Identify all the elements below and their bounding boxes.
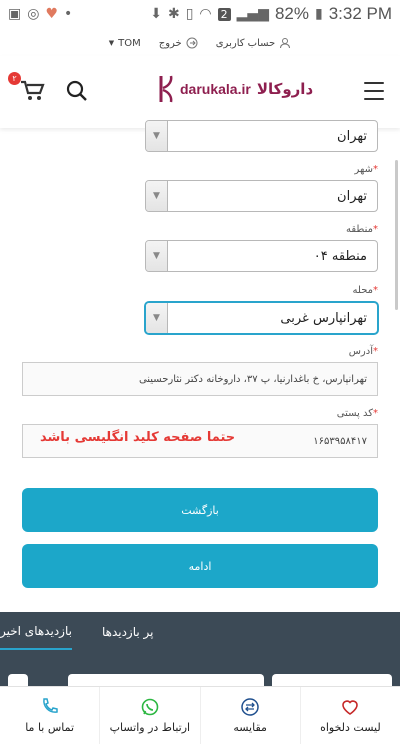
wishlist-button[interactable] (300, 687, 400, 744)
contact-us-button[interactable] (0, 687, 99, 744)
whatsapp-icon (140, 697, 160, 717)
hamburger-line (364, 90, 384, 92)
city-label: *شهر (354, 164, 378, 175)
site-header (0, 56, 400, 128)
site-logo[interactable] (158, 74, 313, 104)
sim-badge: 2 (218, 8, 231, 21)
postal-label: *کد پستی (336, 408, 378, 419)
tab-recent-views[interactable]: بازدیدهای اخیر (0, 614, 72, 650)
clock: 3:32 PM (328, 4, 392, 23)
wifi-icon: ◠ (199, 6, 212, 22)
bottom-navigation (0, 686, 400, 744)
cart-button[interactable] (20, 80, 46, 102)
region-value: منطقه ۰۴ (313, 248, 367, 264)
signal-icon: ▂▄▆ (236, 6, 269, 22)
keyboard-warning-annotation: حتما صفحه کلید انگلیسی باشد (40, 430, 236, 445)
compare-label: مقایسه (233, 721, 267, 734)
cart-icon (20, 80, 46, 102)
whatsapp-button[interactable] (99, 687, 199, 744)
logo-text-en: darukala.ir (180, 81, 251, 97)
heart-status-icon: ♥ (45, 6, 59, 22)
province-value: تهران (337, 128, 367, 144)
recent-tabs (0, 612, 400, 652)
postal-code-field[interactable]: ۱۶۵۳۹۵۸۴۱۷ (22, 424, 378, 458)
wishlist-label: لیست دلخواه (320, 721, 381, 734)
more-dots-icon: • (64, 6, 73, 22)
district-select[interactable] (145, 302, 378, 334)
whatsapp-status-icon: ◎ (27, 6, 40, 22)
chevron-down-icon: ▼ (108, 39, 115, 47)
logo-icon (158, 74, 174, 104)
status-bar (0, 0, 400, 28)
logo-text-fa: داروکالا (256, 80, 314, 98)
top-links (0, 30, 400, 56)
phone-icon (40, 697, 60, 717)
cart-count-badge: ۲ (8, 72, 21, 85)
contact-us-label: تماس با ما (25, 721, 75, 734)
menu-button[interactable] (364, 82, 384, 100)
continue-button[interactable]: ادامه (22, 544, 378, 588)
gallery-icon: ▣ (8, 6, 22, 22)
address-field[interactable]: تهرانپارس، خ باغدارنیا، پ ۳۷، داروخانه دکتر نثارحسینی (22, 362, 378, 396)
hamburger-line (364, 82, 384, 84)
district-label: *محله (352, 285, 378, 296)
download-icon: ⬇ (150, 6, 162, 22)
tab-most-viewed[interactable]: پر بازدیدها (101, 625, 154, 639)
region-label: *منطقه (346, 224, 378, 235)
logout-icon (186, 37, 198, 49)
region-select[interactable] (145, 240, 378, 272)
logout-label: خروج (158, 37, 182, 49)
user-name: TOM (118, 37, 141, 49)
required-marker: * (373, 224, 378, 235)
required-marker: * (373, 285, 378, 296)
compare-button[interactable] (200, 687, 300, 744)
required-marker: * (373, 346, 378, 357)
battery-level: 82% (274, 4, 309, 23)
user-menu[interactable] (109, 38, 141, 49)
heart-icon (340, 697, 360, 717)
account-label: حساب کاربری (215, 37, 276, 49)
city-value: تهران (337, 188, 367, 204)
city-select[interactable] (145, 180, 378, 212)
back-button[interactable]: بازگشت (22, 488, 378, 532)
dropdown-arrow-icon: ▼ (146, 303, 168, 333)
status-bar-right (150, 4, 392, 24)
required-marker: * (373, 164, 378, 175)
battery-icon: ▮ (314, 6, 323, 22)
vibrate-icon: ▯ (185, 6, 194, 22)
address-label: *آدرس (348, 346, 378, 357)
province-select[interactable] (145, 120, 378, 152)
bluetooth-icon: ✱ (167, 6, 180, 22)
dropdown-arrow-icon: ▼ (146, 181, 168, 211)
whatsapp-label: ارتباط در واتساپ (109, 721, 191, 734)
dropdown-arrow-icon: ▼ (146, 241, 168, 271)
user-icon (279, 37, 291, 49)
status-bar-left (8, 6, 72, 22)
district-value: تهرانپارس غربی (280, 310, 367, 326)
account-link[interactable] (216, 37, 292, 49)
required-marker: * (373, 408, 378, 419)
hamburger-line (364, 98, 384, 100)
compare-icon (240, 697, 260, 717)
page-scrollbar[interactable] (395, 160, 398, 310)
search-icon (66, 80, 88, 102)
logout-link[interactable] (159, 37, 198, 49)
dropdown-arrow-icon: ▼ (146, 121, 168, 151)
search-button[interactable] (66, 80, 88, 102)
